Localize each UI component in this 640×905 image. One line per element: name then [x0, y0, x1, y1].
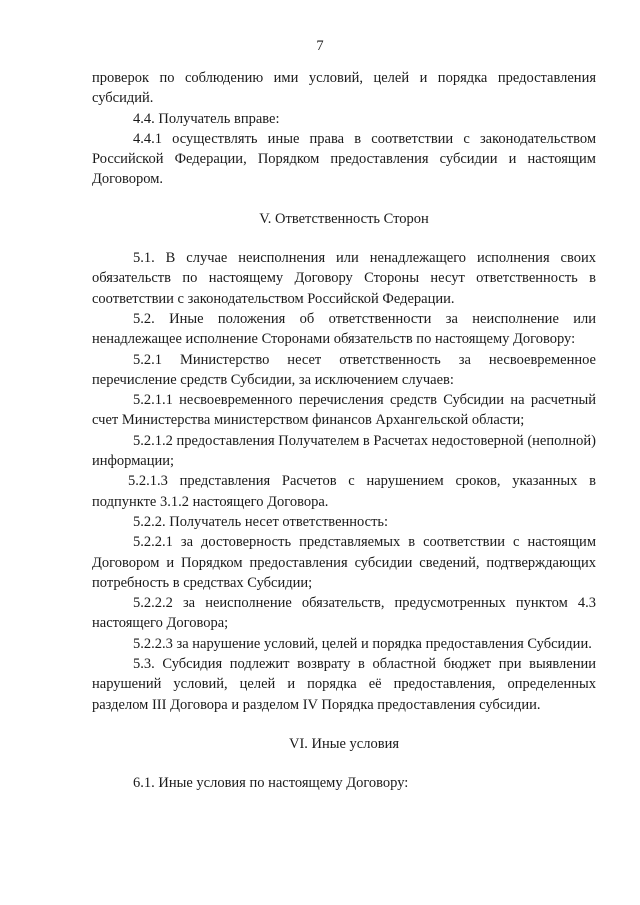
document-body	[92, 68, 596, 794]
page-number: 7	[316, 38, 324, 54]
clause-6-1: 6.1. Иные условия по настоящему Договору:	[133, 775, 409, 792]
clause-5-2-2-1: 5.2.2.1 за достоверность представляемых в соответствии с настоящим Договором и Порядком предоставления субсидии сведений, подтверждающих потребность в средствах Субсидии;	[92, 534, 596, 591]
clause-5-2-2: 5.2.2. Получатель несет ответственность:	[133, 513, 389, 530]
clause-5-2-1-2: 5.2.1.2 предоставления Получателем в Расчетах недостоверной (неполной) информации;	[92, 432, 596, 470]
clause-5-2-1-3: 5.2.1.3 представления Расчетов с нарушением сроков, указанных в подпункте 3.1.2 настоящего Договора.	[92, 473, 596, 510]
section-heading-6: VI. Иные условия	[288, 735, 400, 752]
clause-4-4: 4.4. Получатель вправе:	[133, 110, 280, 127]
clause-5-1: 5.1. В случае неисполнения или ненадлежащего исполнения своих обязательств по настоящему Договору Стороны несут ответственность в соответствии с законодательством Российской Федерации.	[92, 250, 596, 307]
clause-5-2-2-2: 5.2.2.2 за неисполнение обязательств, предусмотренных пунктом 4.3 настоящего Договора;	[92, 595, 596, 632]
paragraph-continuation: проверок по соблюдению ими условий, целей и порядка предоставления субсидий.	[92, 70, 596, 107]
clause-5-2-1: 5.2.1 Министерство несет ответственность за несвоевременное перечисление средств Субсидии, за исключением случаев:	[92, 351, 596, 388]
clause-5-3: 5.3. Субсидия подлежит возврату в областной бюджет при выявлении нарушений условий, целей и порядка её предоставления, определенных разделом III Договора и разделом IV Порядка предоставления субсидии.	[92, 656, 596, 713]
clause-5-2-2-3: 5.2.2.3 за нарушение условий, целей и порядка предоставления Субсидии.	[133, 635, 592, 652]
clause-5-2: 5.2. Иные положения об ответственности за неисполнение или ненадлежащее исполнение Сторонами обязательств по настоящему Договору:	[92, 310, 596, 348]
clause-4-4-1: 4.4.1 осуществлять иные права в соответствии с законодательством Российской Федерации, Порядком предоставления субсидии и настоящим Договором.	[92, 130, 596, 188]
section-heading-5: V. Ответственность Сторон	[259, 210, 429, 227]
clause-5-2-1-1: 5.2.1.1 несвоевременного перечисления средств Субсидии на расчетный счет Министерства министерством финансов Архангельской области;	[92, 392, 596, 429]
